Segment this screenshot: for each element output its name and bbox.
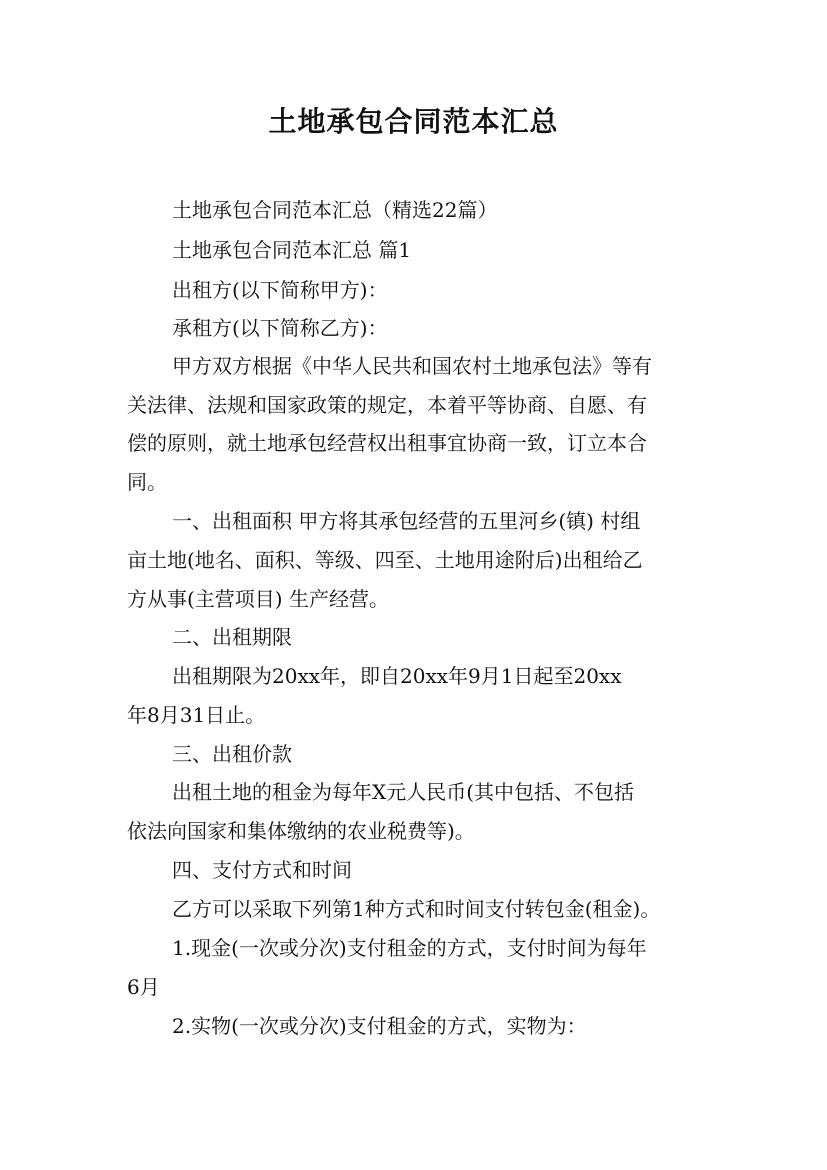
clause-heading: 四、支付方式和时间: [172, 858, 352, 882]
clause-line: 6月: [127, 975, 160, 999]
paragraph-line: 关法律、法规和国家政策的规定，本着平等协商、自愿、有: [127, 393, 647, 417]
paragraph-line: 同。: [127, 470, 167, 494]
clause-heading: 二、出租期限: [172, 625, 292, 649]
clause-line: 乙方可以采取下列第1种方式和时间支付转包金(租金)。: [172, 897, 661, 921]
clause-heading: 三、出租价款: [172, 742, 292, 766]
clause-line: 2.实物(一次或分次)支付租金的方式，实物为：: [172, 1014, 587, 1038]
document-title: 土地承包合同范本汇总: [268, 105, 559, 138]
clause-line: 亩土地(地名、面积、等级、四至、土地用途附后)出租给乙: [127, 548, 643, 572]
clause-line: 方从事(主营项目) 生产经营。: [127, 587, 389, 611]
clause-line: 一、出租面积 甲方将其承包经营的五里河乡(镇) 村组: [172, 509, 641, 533]
lessee-line: 承租方(以下简称乙方)：: [172, 316, 388, 340]
clause-line: 出租期限为20xx年，即自20xx年9月1日起至20xx: [172, 664, 622, 688]
subtitle-line: 土地承包合同范本汇总（精选22篇）: [172, 198, 498, 222]
clause-line: 年8月31日止。: [127, 703, 266, 727]
lessor-line: 出租方(以下简称甲方)：: [172, 278, 388, 302]
section-heading: 土地承包合同范本汇总 篇1: [172, 238, 412, 262]
clause-line: 出租土地的租金为每年X元人民币(其中包括、不包括: [172, 780, 635, 804]
clause-line: 依法向国家和集体缴纳的农业税费等)。: [127, 819, 475, 843]
paragraph-line: 偿的原则，就土地承包经营权出租事宜协商一致，订立本合: [127, 431, 647, 455]
clause-line: 1.现金(一次或分次)支付租金的方式，支付时间为每年: [172, 936, 647, 960]
paragraph-line: 甲方双方根据《中华人民共和国农村土地承包法》等有: [172, 354, 652, 378]
